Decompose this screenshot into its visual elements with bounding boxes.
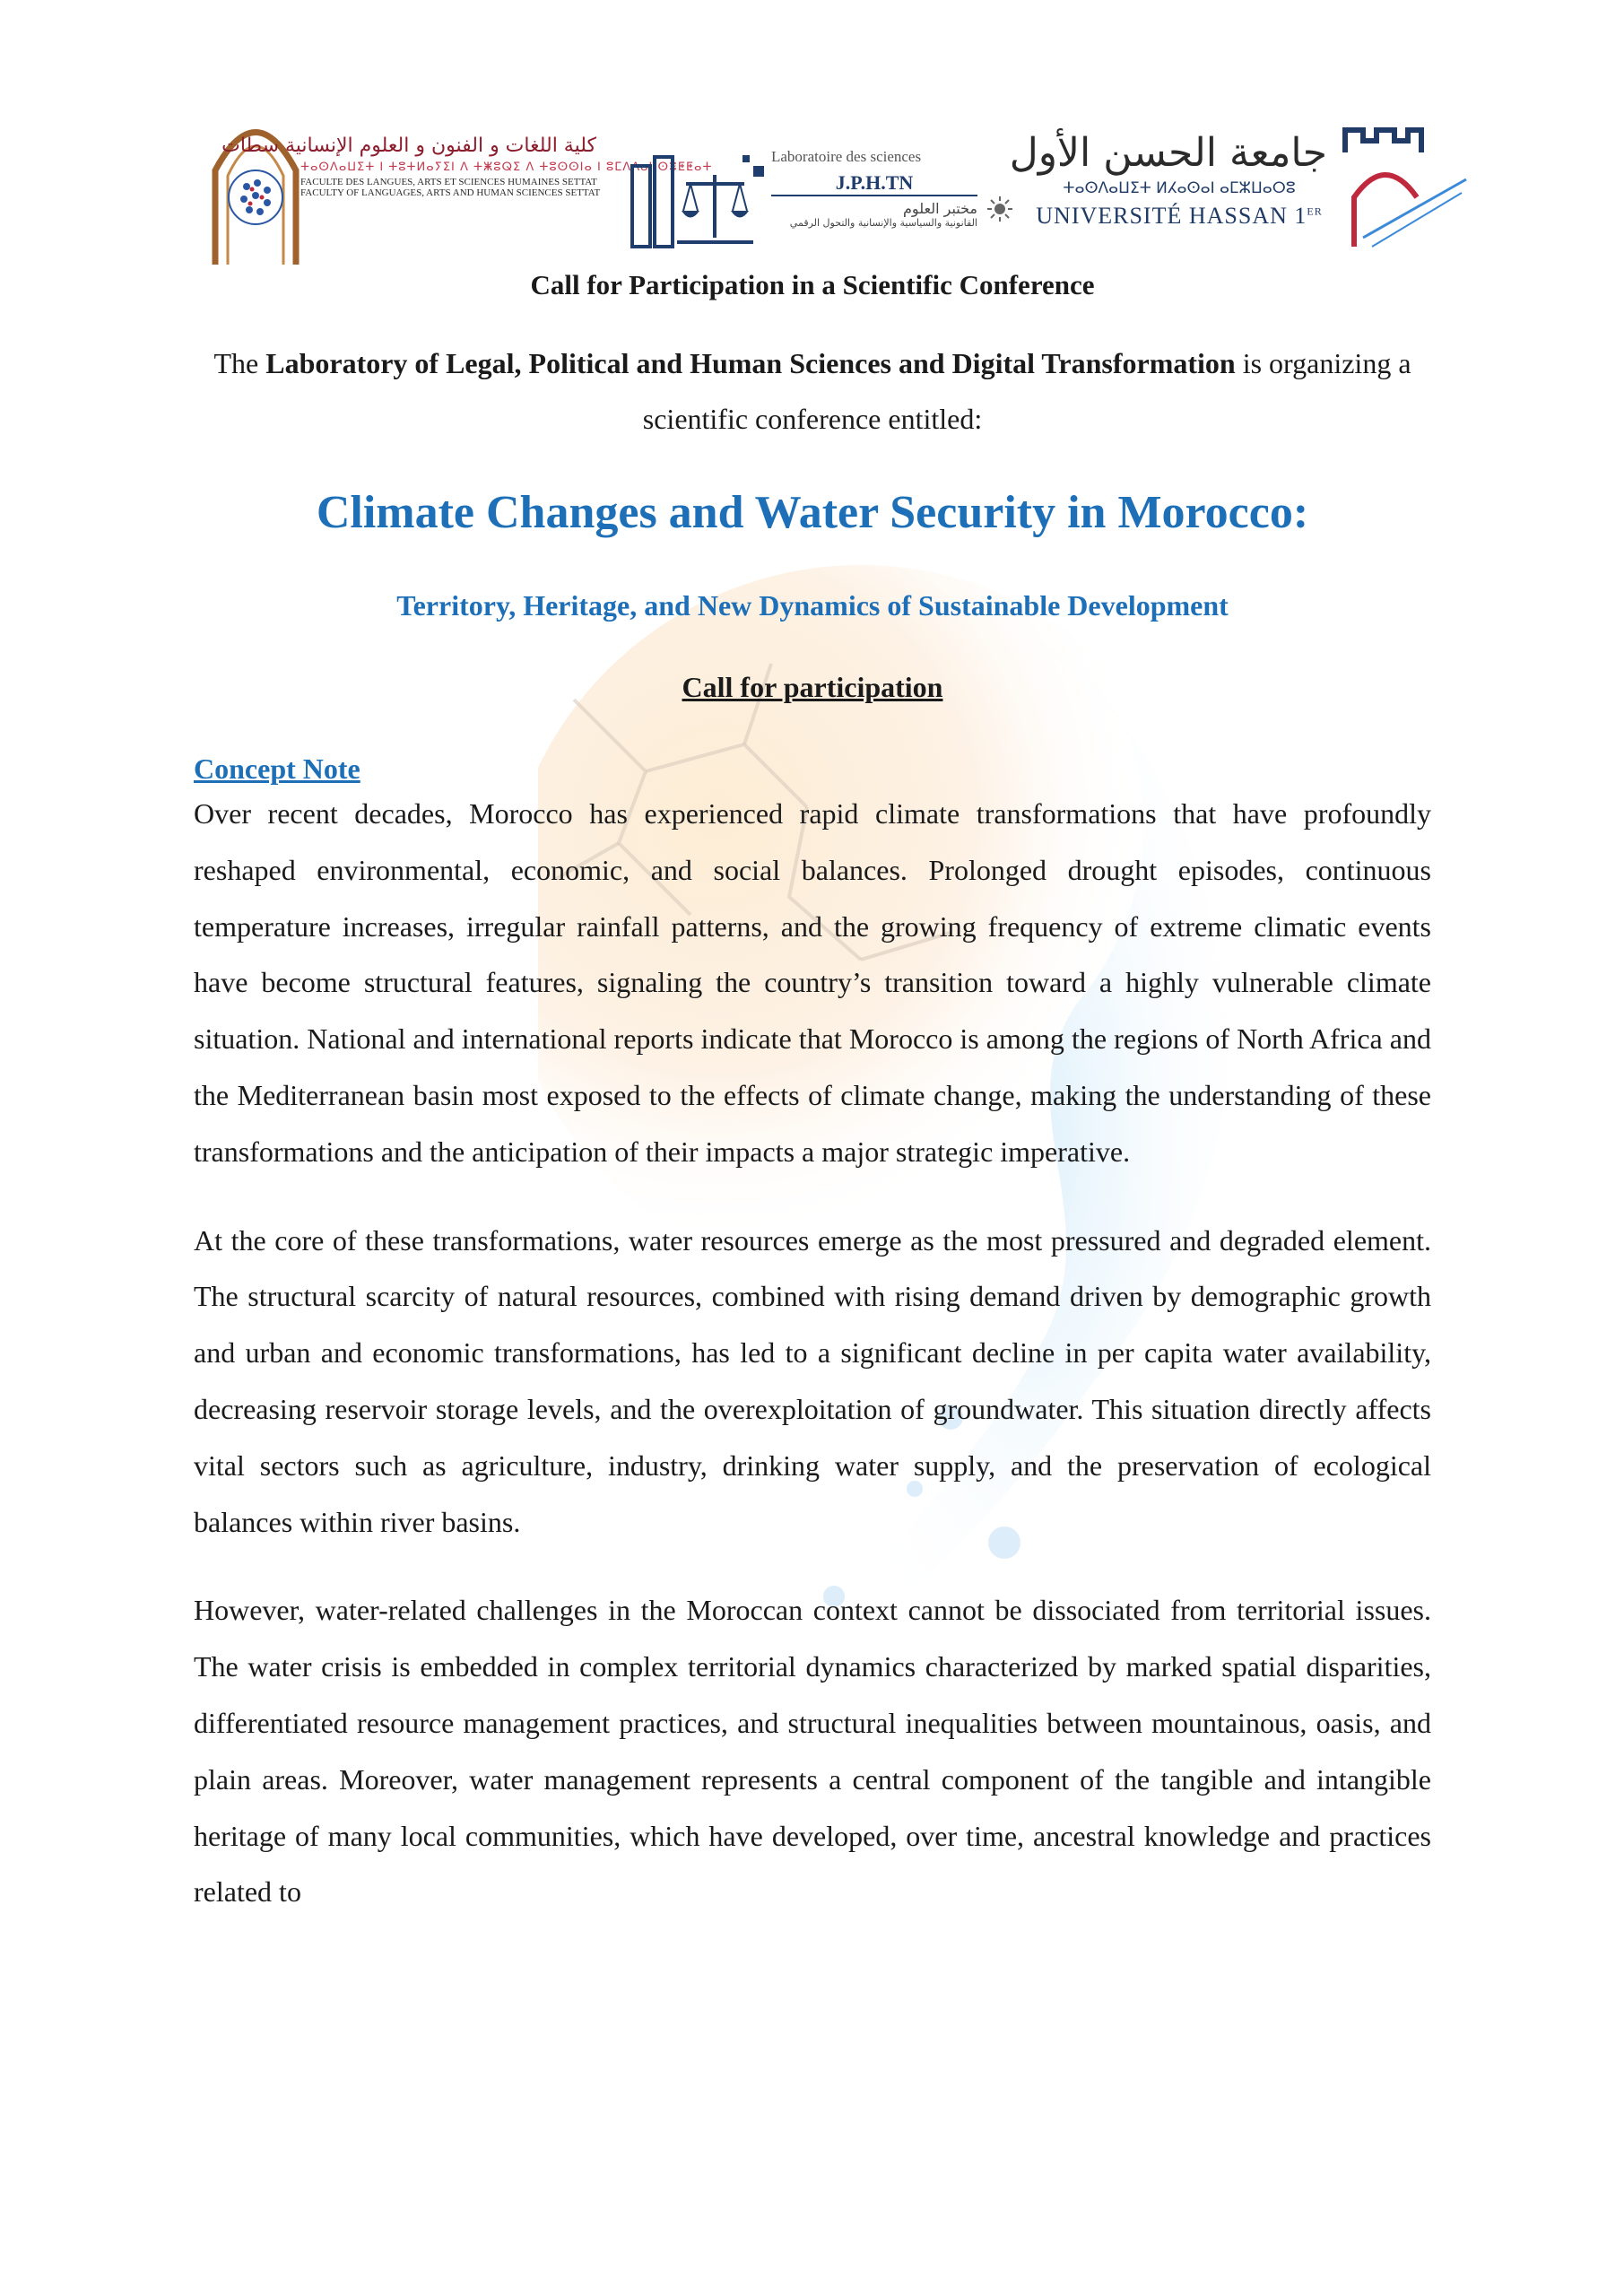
- laboratory-name: Laboratoire des sciences: [771, 148, 922, 165]
- laboratory-logo-text: [771, 148, 977, 229]
- university-name-arabic: جامعة الحسن الأول: [1009, 130, 1327, 176]
- concept-note-heading: Concept Note: [194, 752, 360, 785]
- call-for-participation-label: Call for participation: [682, 671, 943, 703]
- scales-of-justice-icon: [628, 148, 771, 256]
- intro-text: [194, 335, 1431, 447]
- university-logo: [995, 99, 1462, 269]
- paragraph: However, water-related challenges in the Moroccan context cannot be dissociated from territorial issues. The water crisis is embedded in complex territorial dynamics characterized by marked spatial disparities, differentiated resource management practices, and structural inequalities between mountainous, oasis, and plain areas. Moreover, water management represents a central component of the tangible and intangible heritage of many local communities, which have developed, over time, ancestral knowledge and practices related to: [194, 1594, 1431, 1909]
- faculty-logo: [206, 99, 713, 269]
- conference-title: Climate Changes and Water Security in Morocco:: [316, 487, 1309, 538]
- intro-prefix: The: [213, 347, 266, 379]
- university-name-french: [1031, 203, 1327, 230]
- paragraph: At the core of these transformations, water resources emerge as the most pressured and degraded element. The structural scarcity of natural resources, combined with rising demand driven by demographic growth and urban and economic transformations, has led to a significant decline in per capita water availability, decreasing reservoir storage levels, and the overexploitation of groundwater. This situation directly affects vital sectors such as agriculture, industry, drinking water supply, and the preservation of ecological balances within river basins.: [194, 1223, 1431, 1538]
- faculty-name-tifinagh: ⵜⴰⵙⴷⴰⵡⵉⵜ ⵏ ⵜⵓⵜⵍⴰⵢⵉⵏ ⴷ ⵜⵥⵓⵕⵉ ⴷ ⵜⵓⵙⵙⵏⴰ ⵏ ⵓⵎⴷⴷⴰⵏ ⵙⴻⵟⵟⴰⵜ: [300, 161, 713, 174]
- laboratory-name-arabic-1: مختبر العلوم: [903, 200, 977, 217]
- university-name-french-sup: ER: [1307, 204, 1323, 218]
- laboratory-acronym: J.P.H.TN: [771, 171, 977, 196]
- document-body: [194, 269, 1431, 1920]
- laboratory-full-name: Laboratory of Legal, Political and Human Sciences and Digital Transformation: [265, 347, 1236, 379]
- conference-subtitle: Territory, Heritage, and New Dynamics of Sustainable Development: [396, 589, 1229, 622]
- call-heading: Call for Participation in a Scientific Conference: [530, 269, 1095, 300]
- faculty-name-english: FACULTY OF LANGUAGES, ARTS AND HUMAN SCIENCES SETTAT: [300, 187, 601, 198]
- faculty-logo-text: [221, 135, 713, 198]
- university-name-french-main: UNIVERSITÉ HASSAN 1: [1036, 203, 1307, 229]
- paragraph: Over recent decades, Morocco has experienced rapid climate transformations that have profoundly reshaped environmental, economic, and social balances. Prolonged drought episodes, continuous temperature increases, irregular rainfall patterns, and the growing frequency of extreme climatic events have become structural features, signaling the country’s transition toward a highly vulnerable climate situation. National and international reports indicate that Morocco is among the regions of North Africa and the Mediterranean basin most exposed to the effects of climate change, making the understanding of these transformations and the anticipation of their impacts a major strategic imperative.: [194, 797, 1431, 1168]
- logo-bar: [206, 99, 1444, 269]
- university-logo-text: [1009, 130, 1327, 230]
- faculty-name-arabic: كلية اللغات و الفنون و العلوم الإنسانية سطات: [221, 135, 596, 157]
- intro-suffix: is organizing a scientific conference entitled:: [642, 347, 1411, 435]
- faculty-name-french: FACULTE DES LANGUES, ARTS ET SCIENCES HUMAINES SETTAT: [300, 177, 597, 187]
- university-tower-emblem-icon: [1336, 121, 1471, 256]
- faculty-arch-emblem-icon: [206, 99, 305, 269]
- university-name-tifinagh: ⵜⴰⵙⴷⴰⵡⵉⵜ ⵍⵃⴰⵙⴰⵏ ⴰⵎⵣⵡⴰⵔⵓ: [1063, 179, 1296, 197]
- laboratory-name-arabic-2: القانونية والسياسية والإنسانية والتحول الرقمي: [789, 217, 977, 229]
